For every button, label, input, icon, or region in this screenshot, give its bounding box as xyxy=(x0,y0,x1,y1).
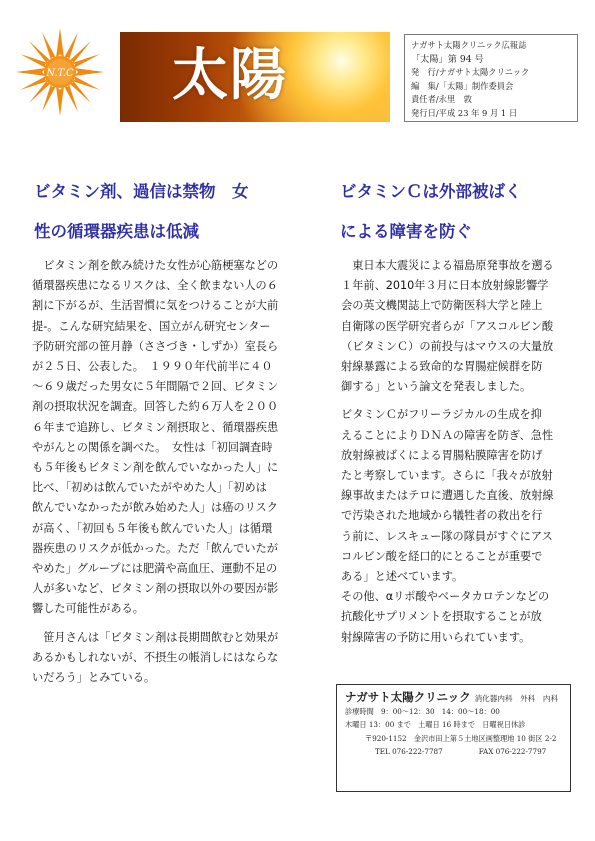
clinic-hours: 診療時間 9：00～12：30 14：00～18：00 xyxy=(345,707,500,717)
body-text-line: ある」と述べています。 xyxy=(341,570,464,584)
publication-info-box xyxy=(404,34,578,122)
body-text-line: 会の英文機関誌上で防衛医科大学と陸上 xyxy=(341,299,543,313)
body-text-line: 人が多いなど、ビタミン剤の摂取以外の要因が影 xyxy=(32,582,279,596)
body-text-line: やがんとの関係を調べた。 女性は「初回調査時 xyxy=(32,440,273,454)
clinic-name: ナガサト太陽クリニック xyxy=(345,690,471,704)
clinic-fax: FAX 076-222-7797 xyxy=(478,746,547,756)
body-text-line: 割に下がるが、生活習慣に気をつけることが大前 xyxy=(32,299,279,313)
paragraph-gap xyxy=(32,620,278,628)
masthead-banner xyxy=(120,32,390,122)
body-text-line: （ビタミンＣ）の前投与はマウスの大量放 xyxy=(341,339,554,353)
body-text-line: ビタミンＣがフリーラジカルの生成を抑 xyxy=(341,408,542,422)
clinic-info-box xyxy=(336,684,571,792)
headline-line: による障害を防ぐ xyxy=(340,222,472,241)
body-text-line: 循環器疾患になるリスクは、全く飲まない人の６ xyxy=(32,279,278,293)
headline-line: 性の循環器疾患は低減 xyxy=(34,222,199,241)
right-article-body xyxy=(341,256,554,648)
publisher-line: ナガサト太陽クリニック広報誌 xyxy=(411,40,527,50)
right-article-headline xyxy=(340,172,522,252)
left-article-headline xyxy=(34,172,249,252)
body-text-line: いだろう」とみている。 xyxy=(32,671,156,685)
body-text-line: 飲んでいなかったが飲み始めた人」は癌のリスク xyxy=(32,501,278,515)
body-text-line: 提-。こんな研究結果を、国立がん研究センター xyxy=(32,319,271,333)
body-text-line: ビタミン剤を飲み続けた女性が心筋梗塞などの xyxy=(32,259,279,272)
body-text-line: 射線障害の予防に用いられています。 xyxy=(341,630,531,644)
body-text-line: １年前、2010年３月に日本放射線影響学 xyxy=(341,279,549,293)
body-text-line: 東日本大震災による福島原発事故を遡る xyxy=(341,259,554,272)
body-text-line: ～６９歳だった男女に５年間隔で２回、ビタミン xyxy=(32,380,279,394)
paragraph-gap xyxy=(341,397,554,405)
sun-logo-icon xyxy=(14,26,106,118)
clinic-closed-days: 木曜日 13：00 まで 土曜日 16 時まで 日曜祝日休診 xyxy=(345,720,526,730)
body-text-line: 比べ、「初めは飲んでいたがやめた人」「初めは xyxy=(32,481,267,495)
body-text-line: で汚染された地域から犠牲者の救出を行 xyxy=(341,509,543,523)
clinic-departments: 消化器内科 外科 内科 xyxy=(474,694,559,703)
body-text-line: 放射線被ばくによる胃腸粘膜障害を防げ xyxy=(341,448,543,462)
body-text-line: も５年後もビタミン剤を飲んでいなかった人」に xyxy=(32,461,279,475)
body-text-line: えることによりＤＮＡの障害を防ぎ、急性 xyxy=(341,428,554,442)
masthead-title: 太陽 xyxy=(172,42,288,108)
body-text-line: 自衛隊の医学研究者らが「アスコルビン酸 xyxy=(341,319,554,333)
body-text-line: 予防研究部の笹月静（ささづき・しずか）室長ら xyxy=(32,339,279,353)
headline-line: ビタミンＣは外部被ばく xyxy=(340,182,522,201)
body-text-line: やめた」グループには肥満や高血圧、運動不足の xyxy=(32,562,278,576)
clinic-logo xyxy=(14,26,106,118)
body-text-line: 笹月さんは「ビタミン剤は長期間飲むと効果が xyxy=(32,630,279,644)
issue-number: 「太陽」第 94 号 xyxy=(411,53,484,65)
logo-lettering: N.T.C xyxy=(46,68,74,79)
body-text-line: ６年まで追跡し、ビタミン剤摂取と、循環器疾患 xyxy=(32,420,279,434)
clinic-telephone: TEL 076-222-7787 xyxy=(375,746,443,756)
headline-line: ビタミン剤、過信は禁物 女 xyxy=(34,182,249,201)
body-text-line: たと考察しています。さらに「我々が放射 xyxy=(341,469,553,483)
body-text-line: 線事故またはテロに遭遇した直後、放射線 xyxy=(341,489,554,503)
body-text-line: 剤の摂取状況を調査。回答した約６万人を２００ xyxy=(32,400,279,414)
clinic-address: 〒920-1152 金沢市田上第５土地区画整理地 10 街区 2-2 xyxy=(365,733,557,743)
body-text-line: 器疾患のリスクが低かった。ただ「飲んでいたが xyxy=(32,541,278,555)
body-text-line: 射線暴露による致命的な胃腸症候群を防 xyxy=(341,360,543,374)
body-text-line: う前に、レスキュー隊の隊員がすぐにアス xyxy=(341,529,553,543)
body-text-line: 抗酸化サプリメントを摂取することが放 xyxy=(341,610,542,624)
body-text-line: 響した可能性がある。 xyxy=(32,602,144,616)
issuer-line: 発 行/ナガサト太陽クリニック xyxy=(411,67,530,78)
body-text-line: その他、αリポ酸やベータカロテンなどの xyxy=(341,590,550,604)
issue-date: 発行日/平成 23 年 9 月 1 日 xyxy=(411,107,518,118)
responsible-line: 責任者/永里 敦 xyxy=(411,94,472,105)
body-text-line: コルビン酸を経口的にとることが重要で xyxy=(341,549,543,563)
editor-line: 編 集/「太陽」制作委員会 xyxy=(411,80,514,91)
body-text-line: 御する」という論文を発表しました。 xyxy=(341,380,532,394)
left-article-body xyxy=(32,256,278,688)
body-text-line: が２５日、公表した。 １９９０年代前半に４０ xyxy=(32,360,273,374)
body-text-line: が高く、「初回も５年後も飲んでいた人」は循環 xyxy=(32,521,273,535)
body-text-line: あるかもしれないが、不摂生の帳消しにはならな xyxy=(32,650,279,664)
